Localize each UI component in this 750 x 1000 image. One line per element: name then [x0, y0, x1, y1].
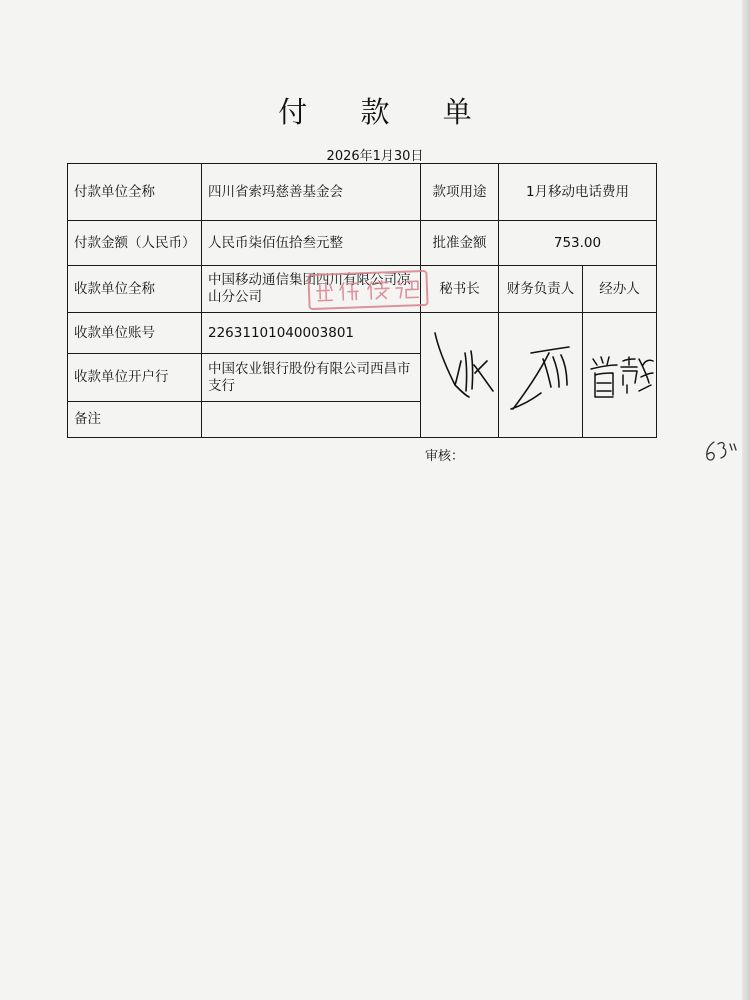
- handler-signature-cell: [583, 313, 657, 438]
- remarks-label: 备注: [68, 402, 202, 438]
- finance-label: 财务负责人: [499, 266, 583, 313]
- handwritten-margin-note: [702, 438, 742, 468]
- account-value: 22631101040003801: [202, 313, 421, 354]
- handler-label: 经办人: [583, 266, 657, 313]
- bank-value: 中国农业银行股份有限公司西昌市支行: [202, 354, 421, 402]
- payee-label: 收款单位全称: [68, 266, 202, 313]
- document-title: 付 款 单: [278, 95, 494, 129]
- payer-row: [68, 164, 657, 221]
- review-label: 审核：: [425, 449, 465, 464]
- secretary-signature: [421, 313, 499, 435]
- stamp-glyphs: [314, 275, 423, 305]
- amount-row: [68, 221, 657, 266]
- secretary-signature-cell: [421, 313, 499, 438]
- account-label: 收款单位账号: [68, 313, 202, 354]
- document-date: 2026年1月30日: [326, 149, 424, 164]
- approved-label: 批准金额: [421, 221, 499, 266]
- secretary-label: 秘书长: [421, 266, 499, 313]
- remarks-value: [202, 402, 421, 438]
- pending-record-stamp: [307, 270, 428, 310]
- purpose-value: 1月移动电话费用: [499, 164, 657, 221]
- handler-signature: [583, 313, 657, 435]
- finance-signature-cell: [499, 313, 583, 438]
- bank-label: 收款单位开户行: [68, 354, 202, 402]
- account-row: [68, 313, 657, 354]
- purpose-label: 款项用途: [421, 164, 499, 221]
- payer-label: 付款单位全称: [68, 164, 202, 221]
- amount-value: 人民币柒佰伍拾叁元整: [202, 221, 421, 266]
- margin-note-glyphs: [702, 438, 742, 464]
- finance-signature: [499, 313, 583, 435]
- approved-value: 753.00: [499, 221, 657, 266]
- payer-value: 四川省索玛慈善基金会: [202, 164, 421, 221]
- payee-value: 中国移动通信集团四川有限公司凉山分公司: [202, 266, 421, 313]
- amount-label: 付款金额（人民币）: [68, 221, 202, 266]
